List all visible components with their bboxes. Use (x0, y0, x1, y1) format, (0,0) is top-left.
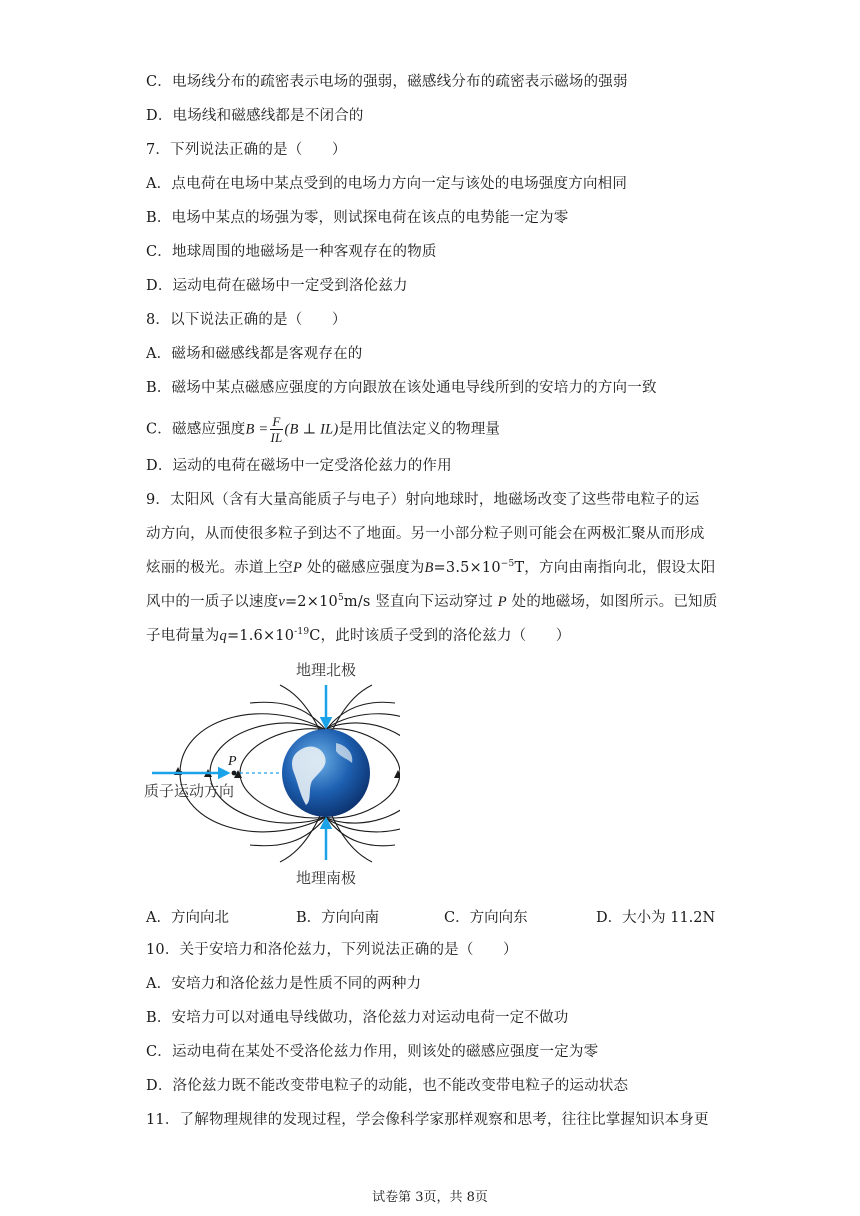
q9-l3c: =3.5×10 (433, 560, 501, 576)
q9-l5c: C，此时该质子受到的洛伦兹力（ ） (309, 628, 571, 644)
q8c-fraction (270, 414, 282, 445)
q7-option-b: B．电场中某点的场强为零，则试探电荷在该点的电势能一定为零 (146, 210, 569, 226)
q8-option-a: A．磁场和磁感线都是客观存在的 (146, 346, 363, 362)
point-p-dot (232, 771, 237, 776)
q8c-numerator: F (272, 414, 281, 429)
q9-line-1: 9．太阳风（含有大量高能质子与电子）射向地球时，地磁场改变了这些带电粒子的运 (146, 492, 700, 508)
q9-v: v (278, 594, 285, 610)
q6-option-c: C．电场线分布的疏密表示电场的强弱，磁感线分布的疏密表示磁场的强弱 (146, 74, 628, 90)
q8c-condition: (B ⊥ IL) (284, 421, 339, 438)
q9-option-b: B．方向向南 (296, 910, 380, 926)
q9-l4exp: 5 (337, 593, 344, 603)
q7-option-d: D．运动电荷在磁场中一定受到洛伦兹力 (146, 278, 408, 294)
q9-l3d: T，方向由南指向北，假设太阳 (514, 560, 716, 576)
q10-option-b: B．安培力可以对通电导线做功，洛伦兹力对运动电荷一定不做功 (146, 1010, 569, 1026)
q9-l4d: 处的地磁场，如图所示。已知质 (511, 594, 718, 610)
q7-option-c: C．地球周围的地磁场是一种客观存在的物质 (146, 244, 437, 260)
q9-line-3 (146, 558, 715, 578)
q9-P: P (293, 560, 303, 576)
q9-P-2: P (497, 594, 507, 610)
south-pole-label: 地理南极 (295, 870, 357, 887)
q9-option-a: A．方向向北 (146, 910, 229, 926)
q9-line-2: 动方向，从而使很多粒子到达不了地面。另一小部分粒子则可能会在两极汇聚从而形成 (146, 526, 705, 542)
q8-option-b: B．磁场中某点磁感应强度的方向跟放在该处通电导线所到的安培力的方向一致 (146, 380, 657, 396)
q9-option-d: D．大小为 11.2N (596, 910, 716, 926)
q9-line-5 (146, 626, 570, 646)
q11-stem: 11．了解物理规律的发现过程，学会像科学家那样观察和思考，往往比掌握知识本身更 (146, 1112, 709, 1128)
q8-option-d: D．运动的电荷在磁场中一定受洛伦兹力的作用 (146, 458, 452, 474)
q8c-b-eq: B = (245, 421, 269, 438)
q9-q: q (219, 628, 227, 644)
q9-options (146, 906, 726, 926)
point-p-label: P (228, 754, 237, 769)
q9-l5b: =1.6×10 (226, 628, 295, 644)
q9-l5a: 子电荷量为 (146, 628, 220, 644)
q9-option-c: C．方向向东 (444, 910, 528, 926)
q9-l3exp: −5 (500, 559, 515, 569)
earth-magnetic-field-figure (140, 655, 400, 890)
q9-l4b: =2×10 (284, 594, 338, 610)
q10-option-d: D．洛伦兹力既不能改变带电粒子的动能，也不能改变带电粒子的运动状态 (146, 1078, 629, 1094)
q8-stem: 8．以下说法正确的是（ ） (146, 312, 347, 328)
page-footer: 试卷第 3页，共 8页 (372, 1190, 488, 1205)
q10-stem: 10．关于安培力和洛伦兹力，下列说法正确的是（ ） (146, 942, 518, 958)
q7-stem: 7．下列说法正确的是（ ） (146, 142, 347, 158)
q10-option-a: A．安培力和洛伦兹力是性质不同的两种力 (146, 976, 422, 992)
q9-l4a: 风中的一质子以速度 (146, 594, 279, 610)
q8c-suffix: 是用比值法定义的物理量 (338, 421, 501, 438)
q8c-prefix: C．磁感应强度 (146, 421, 246, 438)
q8c-denominator: IL (270, 430, 283, 445)
q9-line-4 (146, 592, 717, 612)
q9-B: B (424, 560, 434, 576)
q6-option-d: D．电场线和磁感线都是不闭合的 (146, 108, 364, 124)
q9-l5exp: -19 (294, 627, 310, 637)
north-pole-label: 地理北极 (295, 662, 357, 679)
q9-l3a: 炫丽的极光。赤道上空 (146, 560, 293, 576)
q10-option-c: C．运动电荷在某处不受洛伦兹力作用，则该处的磁感应强度一定为零 (146, 1044, 599, 1060)
q8-option-c (146, 414, 500, 445)
proton-direction-label: 质子运动方向 (144, 783, 235, 800)
q7-option-a: A．点电荷在电场中某点受到的电场力方向一定与该处的电场强度方向相同 (146, 176, 628, 192)
q9-l3b: 处的磁感应强度为 (306, 560, 425, 576)
q9-l4c: m/s 竖直向下运动穿过 (343, 594, 493, 610)
